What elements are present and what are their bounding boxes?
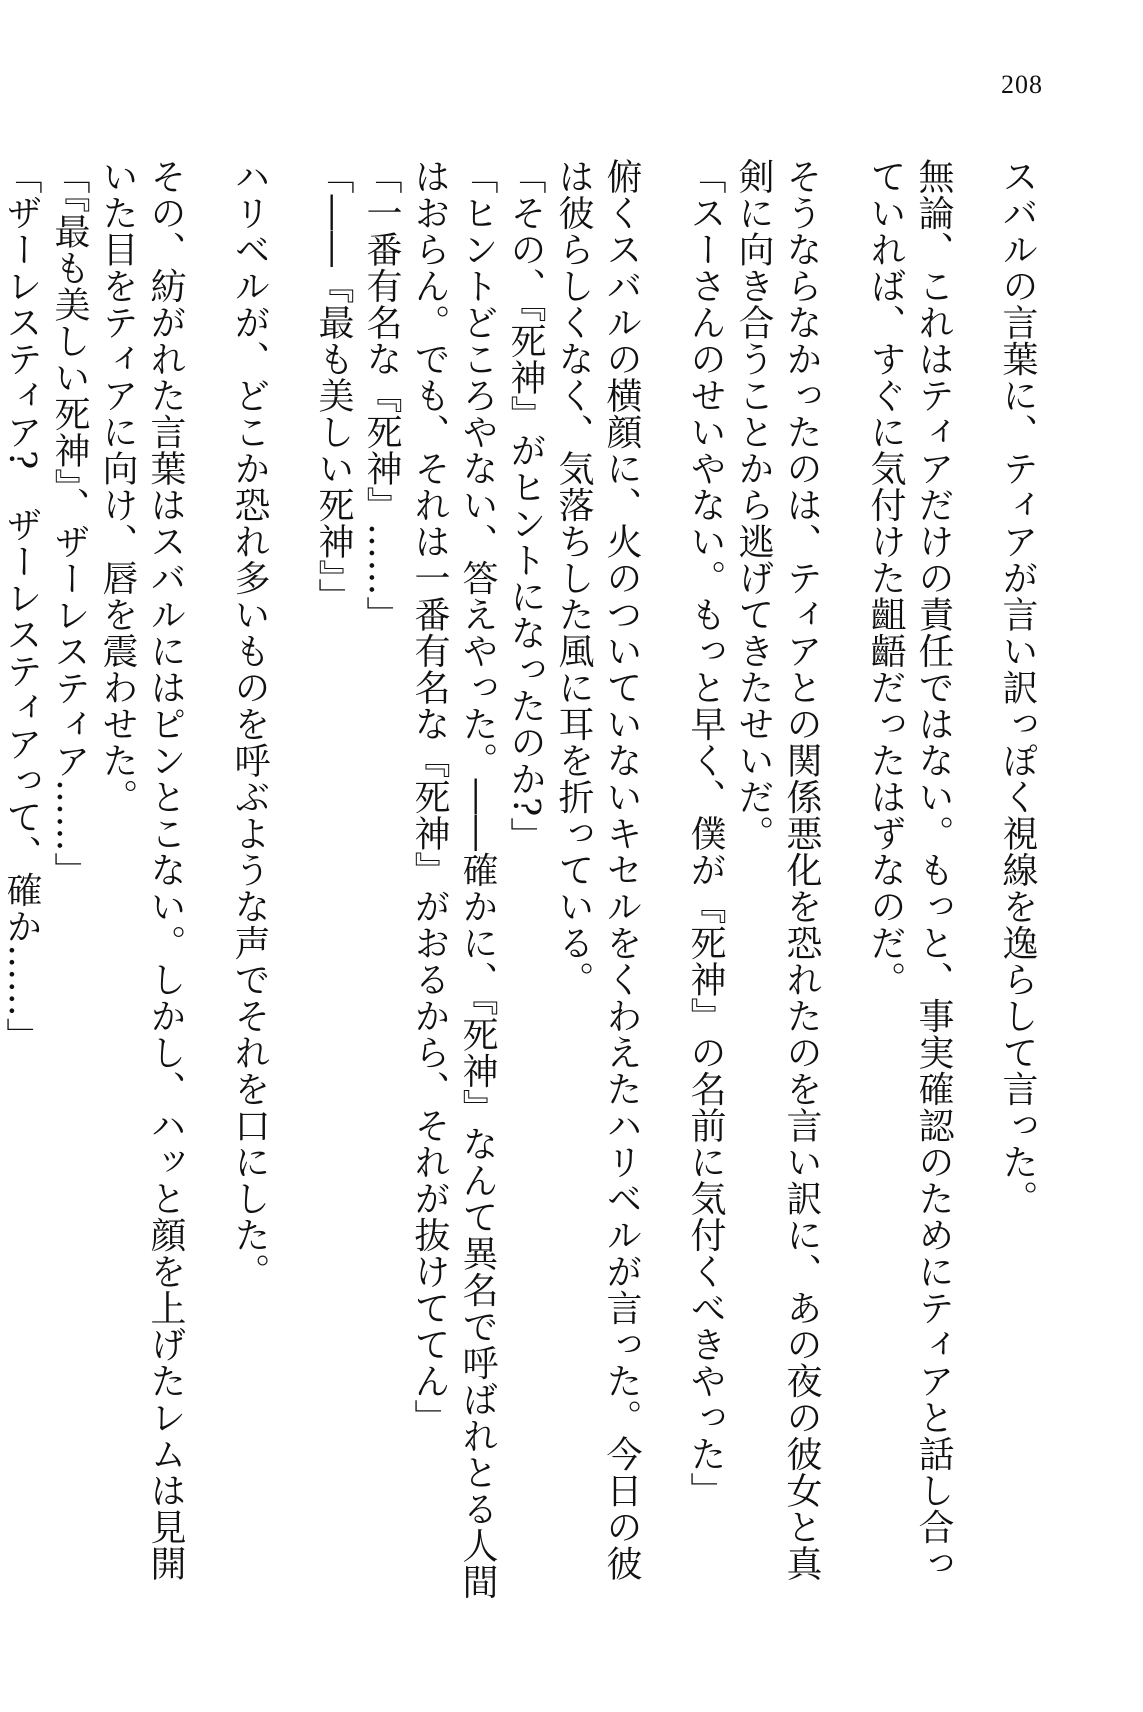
text-line: 剣に向き合うことから逃げてきたせいだ。 [733,158,774,852]
text-line: 「――『最も美しい死神』」 [313,158,354,615]
text-line: はおらん。でも、それは一番有名な『死神』がおるから、それが抜けててん」 [409,158,450,1436]
text-line: 「ヒントどころやない、答えやった。――確かに、『死神』なんて異名で呼ばれとる人間 [457,158,498,1600]
vertical-text-body [1,158,1077,1648]
text-line: 無論、これはティアだけの責任ではない。もっと、事実確認のためにティアと話し合っ [913,158,954,1582]
text-line: 「一番有名な『死神』……」 [361,158,402,633]
text-line: いた目をティアに向け、唇を震わせた。 [97,158,138,815]
text-line: は彼らしくなく、気落ちした風に耳を折っている。 [553,158,594,998]
page-number: 208 [1001,70,1043,99]
text-line: 「『最も美しい死神』、ザーレスティア……」 [49,158,90,889]
text-line: ていれば、すぐに気付けた齟齬だったはずなのだ。 [865,158,906,998]
text-line: その、紡がれた言葉はスバルにはピンとこない。しかし、ハッと顔を上げたレムは見開 [145,158,186,1582]
text-line: ハリベルが、どこか恐れ多いものを呼ぶような声でそれを口にした。 [229,158,270,1290]
text-line: 俯くスバルの横顔に、火のついていないキセルをくわえたハリベルが言った。今日の彼 [601,158,642,1582]
text-line: そうならなかったのは、ティアとの関係悪化を恐れたのを言い訳に、あの夜の彼女と真 [781,158,822,1582]
text-line: 「その、『死神』がヒントになったのか?」 [505,158,546,854]
text-line: 「スーさんのせいやない。もっと早く、僕が『死神』の名前に気付くべきやった」 [685,158,726,1509]
text-line: スバルの言葉に、ティアが言い訳っぽく視線を逸らして言った。 [997,158,1038,1217]
text-line: 「ザーレスティア? ザーレスティアって、確か……」 [1,158,42,1054]
